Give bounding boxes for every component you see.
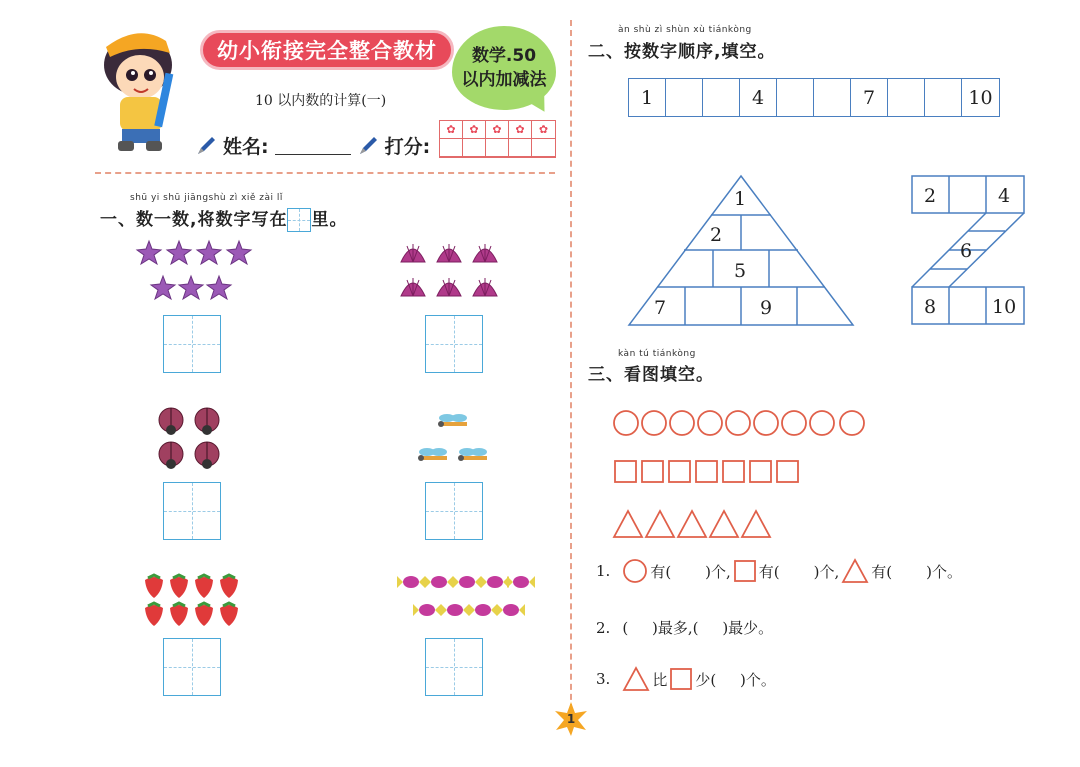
- question-1: [596, 558, 962, 584]
- square-row: [612, 458, 802, 486]
- score-cell[interactable]: [440, 139, 463, 157]
- section1-heading-end: 里。: [311, 210, 348, 230]
- dragonfly-icon: [415, 410, 495, 476]
- circle-row: [612, 408, 872, 438]
- section1-heading-text: 一、数一数,将数字写在: [100, 210, 288, 230]
- sequence-cell[interactable]: [888, 79, 925, 116]
- sequence-cell[interactable]: [814, 79, 851, 116]
- q1-text-f: )个。: [926, 562, 962, 581]
- name-score-row: [195, 132, 430, 159]
- lesson-title: 10 以内数的计算(一): [255, 93, 387, 109]
- score-cell[interactable]: [463, 139, 486, 157]
- score-grid[interactable]: [439, 120, 556, 158]
- sequence-cell[interactable]: [925, 79, 962, 116]
- section3-heading: 三、看图填空。: [588, 365, 714, 385]
- pyramid-num-9: 9: [760, 297, 773, 319]
- flower-icon: ✿: [440, 121, 463, 139]
- circle-icon: [622, 558, 648, 584]
- answer-box-dragonfly[interactable]: [425, 482, 483, 540]
- section1-pinyin: shū yi shū jiāngshù zì xiě zài lǐ: [130, 193, 283, 203]
- pyramid-num-1: 1: [734, 188, 747, 210]
- pyramid-num-7: 7: [654, 297, 667, 319]
- q1-text-d: )个,: [813, 562, 840, 581]
- q1-text-a: 有(: [650, 562, 672, 581]
- q3-text-a: 比: [652, 670, 668, 689]
- score-cell[interactable]: [532, 139, 555, 157]
- name-field[interactable]: [275, 137, 351, 155]
- sequence-row: [628, 78, 1000, 117]
- sequence-cell: 1: [629, 79, 666, 116]
- pyramid-num-5: 5: [734, 260, 747, 282]
- answer-box-beetle[interactable]: [163, 482, 221, 540]
- answer-box-shell[interactable]: [425, 315, 483, 373]
- question-2: [596, 617, 773, 638]
- q3-number: 3.: [596, 670, 611, 688]
- pyramid-num-2: 2: [710, 224, 723, 246]
- answer-box-candy[interactable]: [425, 638, 483, 696]
- sequence-cell: 7: [851, 79, 888, 116]
- q3-text-b[interactable]: 少( )个。: [695, 670, 776, 689]
- section2-heading: 二、按数字顺序,填空。: [588, 42, 776, 62]
- square-icon: [669, 667, 693, 691]
- q1-text-e: 有(: [871, 562, 893, 581]
- q2-text[interactable]: ( )最多,( )最少。: [622, 619, 774, 637]
- flower-icon: ✿: [463, 121, 486, 139]
- square-icon: [733, 559, 757, 583]
- beetle-icon: [155, 402, 235, 472]
- section2-pinyin: àn shù zì shùn xù tiánkòng: [618, 25, 752, 35]
- pen-icon: [195, 135, 217, 157]
- sequence-cell[interactable]: [703, 79, 740, 116]
- z-num-2: 2: [924, 185, 937, 207]
- z-num-6: 6: [960, 240, 973, 262]
- starfish-icon: [135, 238, 265, 304]
- q1-number: 1.: [596, 562, 611, 580]
- candy-icon: [395, 570, 535, 630]
- q1-text-c: 有(: [758, 562, 780, 581]
- triangle-row: [612, 508, 772, 540]
- answer-box-starfish[interactable]: [163, 315, 221, 373]
- header-divider: [95, 172, 555, 174]
- q1-text-b: )个,: [705, 562, 731, 581]
- q2-number: 2.: [596, 618, 611, 637]
- strawberry-icon: [140, 572, 245, 628]
- flower-icon: ✿: [509, 121, 532, 139]
- pen-icon: [357, 135, 379, 157]
- section3-pinyin: kàn tú tiánkòng: [618, 349, 696, 359]
- score-label: 打分:: [384, 136, 431, 158]
- score-cell[interactable]: [509, 139, 532, 157]
- question-3: [596, 666, 776, 692]
- answer-box-sample: [287, 208, 311, 232]
- z-num-8: 8: [924, 296, 937, 318]
- page-number: 1: [566, 712, 576, 726]
- sequence-cell: 10: [968, 86, 993, 109]
- z-num-4: 4: [998, 185, 1011, 207]
- answer-box-strawberry[interactable]: [163, 638, 221, 696]
- book-title: 幼小衔接完全整合教材: [200, 30, 454, 70]
- z-num-10: 10: [992, 296, 1017, 318]
- sequence-cell[interactable]: [666, 79, 703, 116]
- sequence-cell[interactable]: [777, 79, 814, 116]
- flower-icon: ✿: [486, 121, 509, 139]
- page-divider: [570, 20, 572, 720]
- section1-heading: [100, 205, 347, 232]
- triangle-icon: [841, 558, 869, 584]
- bubble-line-1: 数学.50: [471, 46, 537, 66]
- sequence-cell: 4: [740, 79, 777, 116]
- child-mascot-icon: [88, 25, 188, 160]
- triangle-icon: [622, 666, 650, 692]
- name-label: 姓名:: [223, 136, 269, 158]
- flower-icon: ✿: [532, 121, 555, 139]
- score-cell[interactable]: [486, 139, 509, 157]
- bubble-line-2: 以内加减法: [461, 70, 547, 90]
- shell-icon: [397, 238, 507, 304]
